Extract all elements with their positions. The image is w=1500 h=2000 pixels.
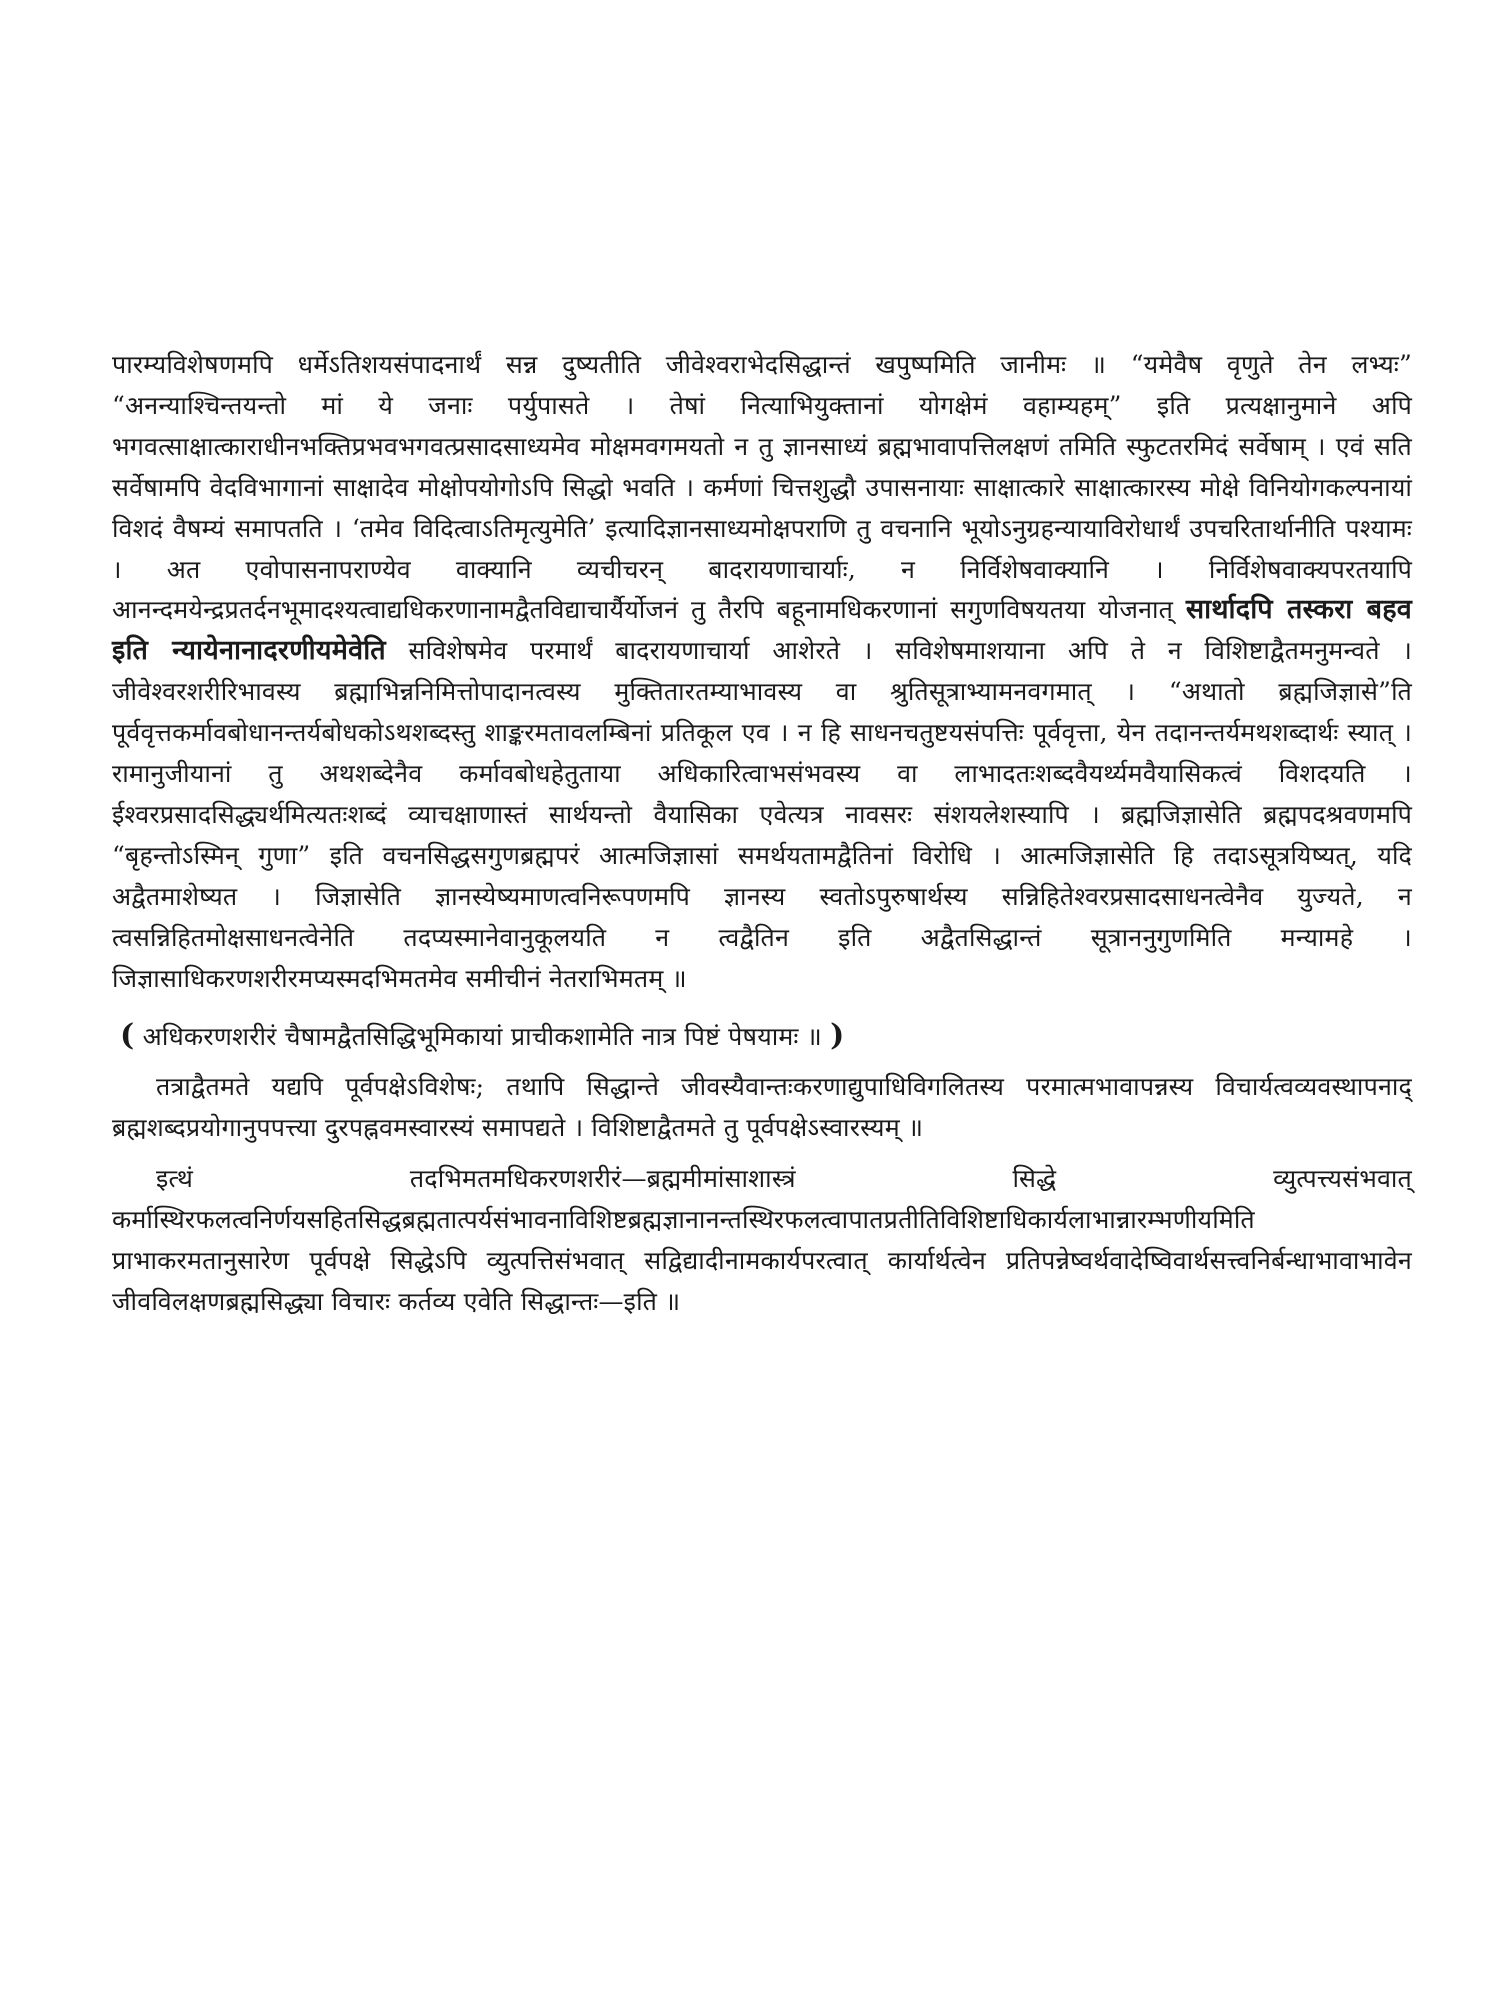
open-parenthesis: ( [120,1017,135,1053]
paragraph-3: तत्राद्वैतमते यद्यपि पूर्वपक्षेऽविशेषः; तथापि सिद्धान्ते जीवस्यैवान्तःकरणाद्युपाधिविगलितस्य परमात्मभावापन्नस्य विचार्यत्वव्यवस्थापनाद् ब्रह्मशब्दप्रयोगानुपपत्त्या दुरपह्नवमस्वारस्यं समापद्यते । विशिष्टाद्वैतमते तु पूर्वपक्षेऽस्वारस्यम् ॥ [112,1072,1412,1143]
emphasized-maxim: सार्थादपि तस्करा बहव इति न्यायेनानादरणीयमेवेति [112,594,1412,667]
page-body [112,345,1412,1323]
paragraph-1 [112,345,1412,1000]
parenthetical-note [112,1016,1412,1058]
paragraph-4: इत्थं तदभिमतमधिकरणशरीरं—ब्रह्ममीमांसाशास्त्रं सिद्धे व्युत्पत्त्यसंभवात् कर्मास्थिरफलत्वनिर्णयसहितसिद्धब्रह्मतात्पर्यसंभावनाविशिष्टब्रह्मज्ञानानन्तस्थिरफलत्वापातप्रतीतिविशिष्टाधिकार्यलाभान्नारम्भणीयमिति प्राभाकरमतानुसारेण पूर्वपक्षे सिद्धेऽपि व्युत्पत्तिसंभवात् सद्विद्यादीनामकार्यपरत्वात् कार्यार्थत्वेन प्रतिपन्नेष्वर्थवादेष्विवार्थसत्त्वनिर्बन्धाभावाभावेन जीवविलक्षणब्रह्मसिद्ध्या विचारः कर्तव्य एवेति सिद्धान्तः—इति ॥ [112,1164,1412,1316]
paragraph-1-text-after: सविशेषमेव परमार्थं बादरायणाचार्या आशेरते । सविशेषमाशयाना अपि ते न विशिष्टाद्वैतमनुमन्वते । जीवेश्वरशरीरिभावस्य ब्रह्माभिन्ननिमित्तोपादानत्वस्य मुक्तितारतम्याभावस्य वा श्रुतिसूत्राभ्यामनवगमात् । “अथातो ब्रह्मजिज्ञासे”ति पूर्ववृत्तकर्मावबोधानन्तर्यबोधकोऽथशब्दस्तु शाङ्करमतावलम्बिनां प्रतिकूल एव । न हि साधनचतुष्टयसंपत्तिः पूर्ववृत्ता, येन तदानन्तर्यमथशब्दार्थः स्यात् । रामानुजीयानां तु अथशब्देनैव कर्मावबोधहेतुताया अधिकारित्वाभसंभवस्य वा लाभादतःशब्दवैयर्थ्यमवैयासिकत्वं विशदयति । ईश्वरप्रसादसिद्ध्यर्थमित्यतःशब्दं व्याचक्षाणास्तं सार्थयन्तो वैयासिका एवेत्यत्र नावसरः संशयलेशस्यापि । ब्रह्मजिज्ञासेति ब्रह्मपदश्रवणमपि “बृहन्तोऽस्मिन् गुणा” इति वचनसिद्धसगुणब्रह्मपरं आत्मजिज्ञासां समर्थयतामद्वैतिनां विरोधि । आत्मजिज्ञासेति हि तदाऽसूत्रयिष्यत्, यदि अद्वैतमाशेष्यत । जिज्ञासेति ज्ञानस्येष्यमाणत्वनिरूपणमपि ज्ञानस्य स्वतोऽपुरुषार्थस्य सन्निहितेश्वरप्रसादसाधनत्वेनैव युज्यते, न त्वसन्निहितमोक्षसाधनत्वेनेति तदप्यस्मानेवानुकूलयति न त्वद्वैतिन इति अद्वैतसिद्धान्तं सूत्राननुगुणमिति मन्यामहे । जिज्ञासाधिकरणशरीरमप्यस्मदभिमतमेव समीचीनं नेतराभिमतम् ॥ [112,636,1412,993]
parenthetical-note-text: अधिकरणशरीरं चैषामद्वैतसिद्धिभूमिकायां प्राचीकशामेति नात्र पिष्टं पेषयामः ॥ [142,1021,822,1051]
close-parenthesis: ) [830,1017,845,1053]
paragraph-1-text-before: पारम्यविशेषणमपि धर्मेऽतिशयसंपादनार्थं सन्न दुष्यतीति जीवेश्वराभेदसिद्धान्तं खपुष्पमिति जानीमः ॥ “यमेवैष वृणुते तेन लभ्यः” “अनन्याश्चिन्तयन्तो मां ये जनाः पर्युपासते । तेषां नित्याभियुक्तानां योगक्षेमं वहाम्यहम्” इति प्रत्यक्षानुमाने अपि भगवत्साक्षात्काराधीनभक्तिप्रभवभगवत्प्रसादसाध्यमेव मोक्षमवगमयतो न तु ज्ञानसाध्यं ब्रह्मभावापत्तिलक्षणं तमिति स्फुटतरमिदं सर्वेषाम् । एवं सति सर्वेषामपि वेदविभागानां साक्षादेव मोक्षोपयोगोऽपि सिद्धो भवति । कर्मणां चित्तशुद्धौ उपासनायाः साक्षात्कारे साक्षात्कारस्य मोक्षे विनियोगकल्पनायां विशदं वैषम्यं समापतति । ‘तमेव विदित्वाऽतिमृत्युमेति’ इत्यादिज्ञानसाध्यमोक्षपराणि तु वचनानि भूयोऽनुग्रहन्यायाविरोधार्थं उपचरितार्थानीति पश्यामः । अत एवोपासनापराण्येव वाक्यानि व्यचीचरन् बादरायणाचार्याः, न निर्विशेषवाक्यानि । निर्विशेषवाक्यपरतयापि आनन्दमयेन्द्रप्रतर्दनभूमादश्यत्वाद्यधिकरणानामद्वैतविद्याचार्यैर्योजनं तु तैरपि बहूनामधिकरणानां सगुणविषयतया योजनात् [112,350,1412,625]
